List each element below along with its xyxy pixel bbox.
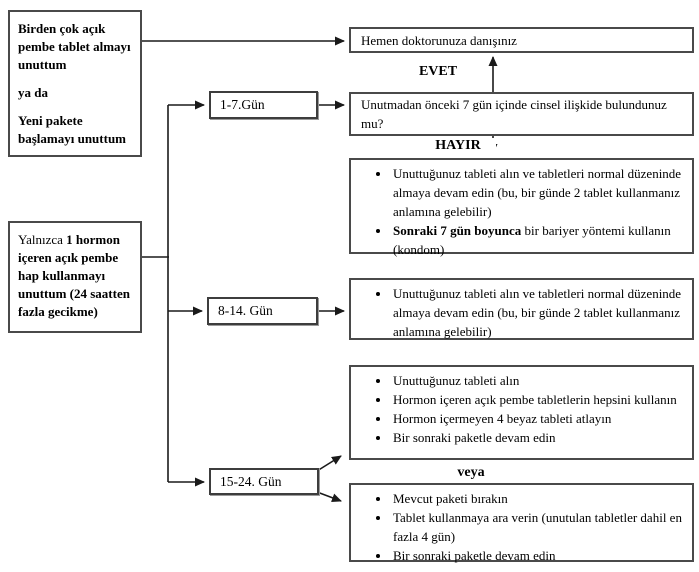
bullet-text: Hormon içeren açık pembe tabletlerin hepsini kullanın (393, 392, 677, 407)
bullet-text: Bir sonraki paketle devam edin (393, 548, 556, 563)
bullet-item (391, 409, 684, 428)
bullet-text: Unuttuğunuz tableti alın (393, 373, 520, 388)
day-box-label: 15-24. Gün (220, 473, 282, 489)
outcome-box-day8-14 (349, 278, 694, 340)
outcome-box-day15-24-option-b (349, 483, 694, 562)
outcome-box-consult-doctor (349, 27, 694, 53)
bullet-text: Unuttuğunuz tableti alın ve tabletleri normal düzeninde almaya devam edin (bu, bir günde 2 tablet kullanmanız anlamına gelebilir) (393, 166, 682, 219)
source-box-single-missed (8, 221, 142, 333)
bullet-text: Hormon içermeyen 4 beyaz tableti atlayın (393, 411, 612, 426)
source-text-line: ya da (18, 85, 48, 100)
bullet-item (391, 164, 684, 221)
outcome-text: Hemen doktorunuza danışınız (361, 32, 517, 48)
bullet-list (359, 489, 684, 565)
bullet-item (391, 371, 684, 390)
source-text-normal: Yalnızca (18, 232, 67, 247)
label-evet: EVET (400, 64, 476, 80)
bullet-text: Mevcut paketi bırakın (393, 491, 508, 506)
bullet-item (391, 489, 684, 508)
bullet-item (391, 221, 684, 259)
question-text: Unutmadan önceki 7 gün içinde cinsel ilişkide bulundunuz mu? (361, 97, 667, 131)
source-text-line: Yeni pakete başlamayı unuttum (18, 113, 126, 146)
bullet-text: Unuttuğunuz tableti alın ve tabletleri normal düzeninde almaya devam edin (bu, bir günde 2 tablet kullanmanız anlamına gelebilir) (393, 286, 682, 339)
bullet-item (391, 390, 684, 409)
day-box-label: 8-14. Gün (218, 303, 273, 318)
bullet-list (359, 371, 684, 447)
outcome-box-day1-7-hayir (349, 158, 694, 257)
day-box-8-14 (207, 297, 318, 325)
bullet-text: bir bariyer yöntemi kullanın (kondom) (393, 223, 671, 257)
bullet-bold: Sonraki 7 gün boyunca (393, 223, 522, 238)
source-text-line: Birden çok açık pembe tablet almayı unuttum (18, 21, 131, 72)
source-text-line (18, 231, 136, 321)
question-box-intercourse (349, 92, 694, 136)
day-box-1-7 (209, 91, 318, 119)
bullet-item (391, 428, 684, 447)
day-box-label: 1-7.Gün (220, 97, 265, 112)
label-veya: veya (438, 465, 504, 481)
bullet-text: Tablet kullanmaya ara verin (unutulan tabletler dahil en fazla 4 gün) (393, 510, 682, 544)
bullet-list (359, 164, 684, 259)
bullet-list (359, 284, 684, 341)
bullet-item (391, 508, 684, 546)
label-hayir: HAYIR (420, 138, 496, 154)
outcome-box-day15-24-option-a (349, 365, 694, 460)
arrow-day15-24-to-option-a (317, 456, 341, 471)
source-text-bold: 1 hormon içeren açık pembe hap kullanmayı unuttum (24 saatten fazla gecikme) (18, 232, 130, 319)
day-box-15-24 (209, 468, 319, 495)
source-box-multiple-missed (8, 10, 142, 157)
bullet-item (391, 284, 684, 341)
arrow-day15-24-to-option-b (317, 492, 341, 501)
bullet-item (391, 546, 684, 565)
bullet-text: Bir sonraki paketle devam edin (393, 430, 556, 445)
